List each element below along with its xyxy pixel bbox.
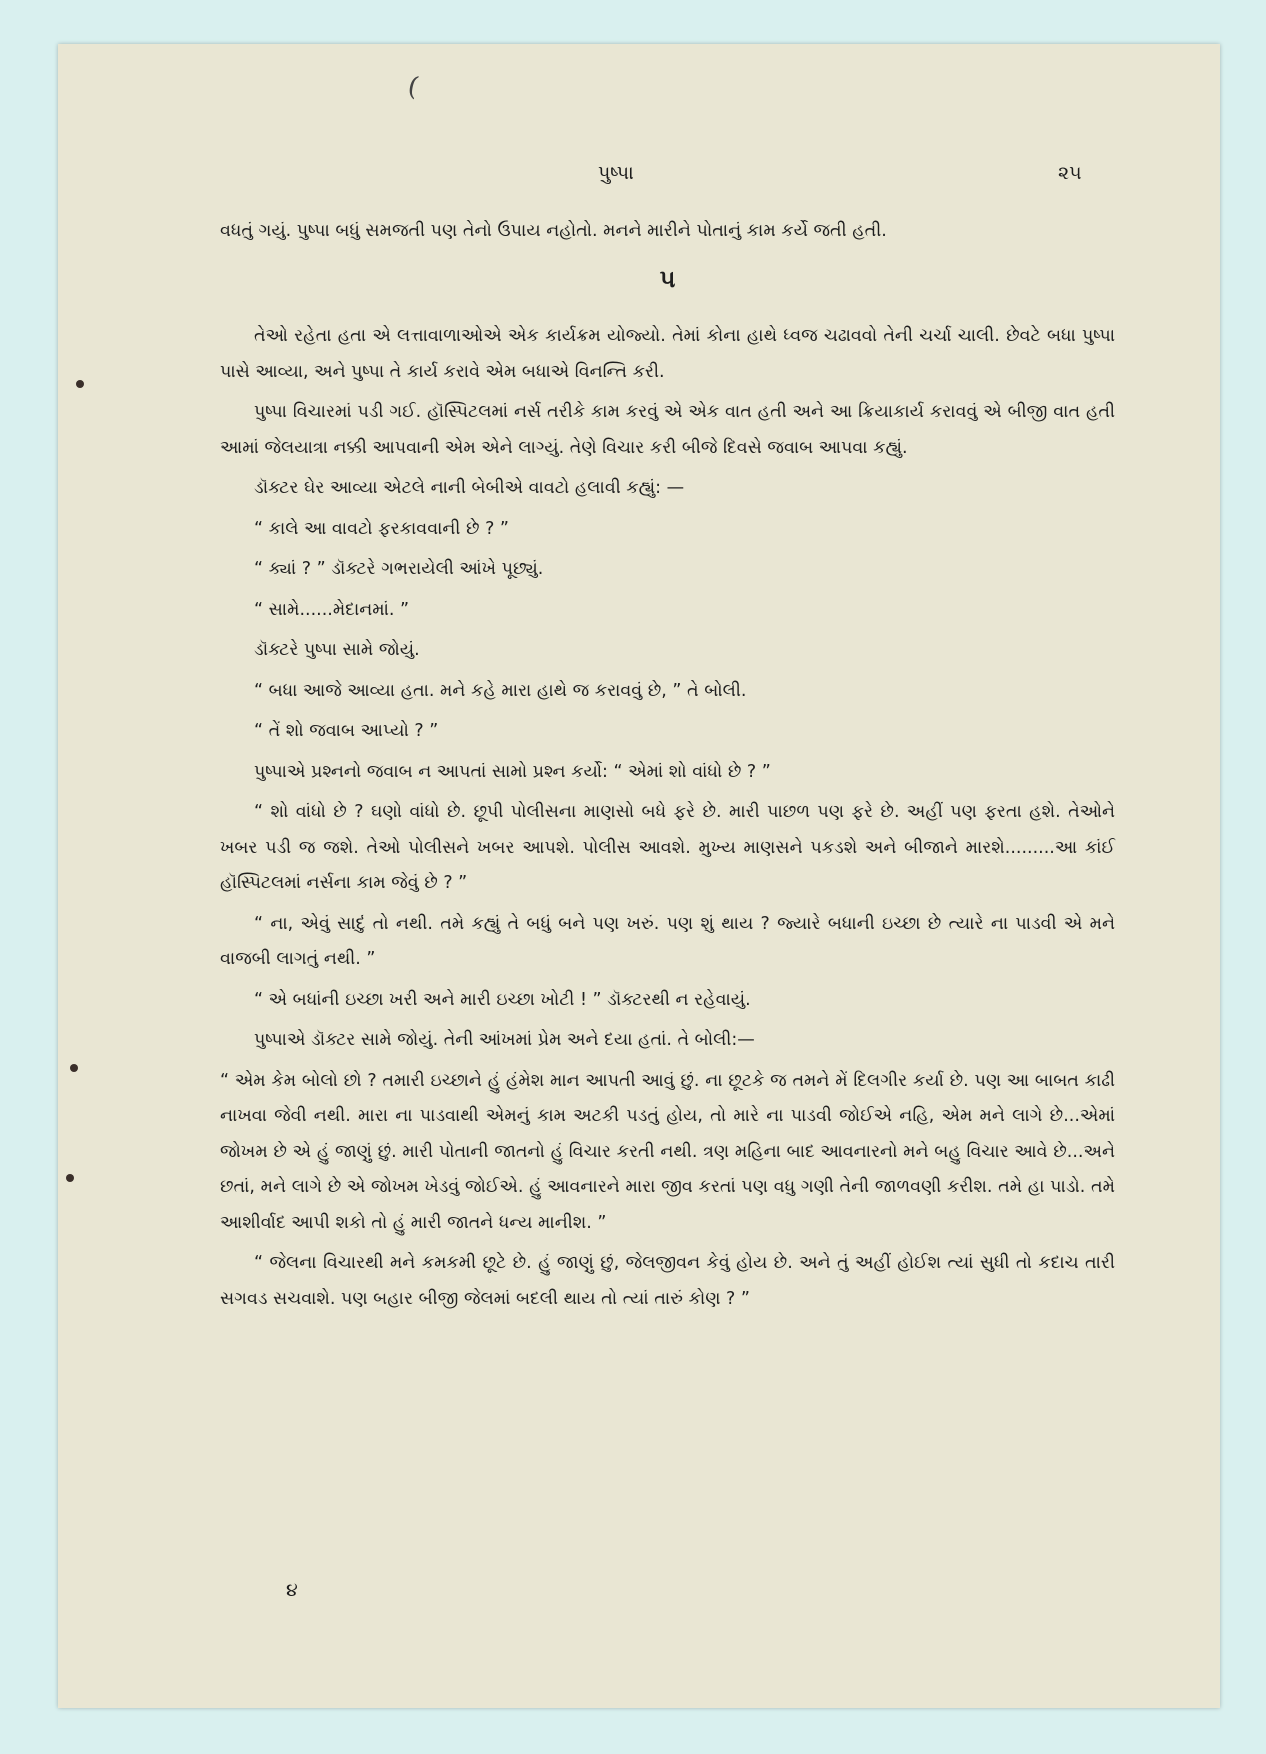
pencil-mark: (: [404, 71, 422, 103]
paragraph: પુષ્પાએ ડૉક્ટર સામે જોયું. તેની આંખમાં પ્રેમ અને દયા હતાં. તે બોલી:—: [254, 1030, 755, 1050]
paragraph: “ તેં શો જવાબ આપ્યો ? ”: [254, 721, 439, 741]
paragraph: “ કાલે આ વાવટો ફરકાવવાની છે ? ”: [254, 518, 509, 539]
paragraph: “ સામે......મેદાનમાં. ”: [254, 599, 410, 620]
running-title: પુષ્પા: [598, 162, 634, 184]
paragraph: પુષ્પા વિચારમાં પડી ગઈ. હૉસ્પિટલમાં નર્સ તરીકે કામ કરવું એ એક વાત હતી અને આ ક્રિયાકાર્ય કરાવવું એ બીજી વાત હતી આમાં જેલયાત્રા નક્કી આપવાની એમ એને લાગ્યું. તેણે વિચાર કરી બીજે દિવસે જવાબ આપવા કહ્યું.: [220, 402, 1115, 458]
binding-hole: [70, 1064, 78, 1072]
binding-hole: [76, 380, 84, 388]
paragraph: “ ક્યાં ? ” ડૉક્ટરે ગભરાયેલી આંખે પૂછ્યું.: [254, 559, 544, 579]
paragraph: “ એમ કેમ બોલો છો ? તમારી ઇચ્છાને હું હંમેશ માન આપતી આવું છું. ના છૂટકે જ તમને મેં દિલગીર કર્યા છે. પણ આ બાબત કાઢી નાખવા જેવી નથી. મારા ના પાડવાથી એમનું કામ અટકી પડતું હોય, તો મારે ના પાડવી જોઈએ નહિ, એમ મને લાગે છે...એમાં જોખમ છે એ હું જાણું છું. મારી પોતાની જાતનો હું વિચાર કરતી નથી. ત્રણ મહિના બાદ આવનારનો મને બહુ વિચાર આવે છે...અને છતાં, મને લાગે છે એ જોખમ ખેડવું જોઈએ. હું આવનારને મારા જીવ કરતાં પણ વધુ ગણી તેની જાળવણી કરીશ. તમે હા પાડો. તમે આશીર્વાદ આપી શકો તો હું મારી જાતને ધન્ય માનીશ. ”: [220, 1070, 1115, 1233]
paragraph: “ ના, એવું સાદું તો નથી. તમે કહ્યું તે બધું બને પણ ખરું. પણ શું થાય ? જ્યારે બધાની ઇચ્છા છે ત્યારે ના પાડવી એ મને વાજબી લાગતું નથી. ”: [220, 913, 1115, 969]
paragraph: ડૉક્ટર ઘેર આવ્યા એટલે નાની બેબીએ વાવટો હલાવી કહ્યું: —: [254, 478, 685, 498]
signature-number: ૪: [286, 1579, 298, 1601]
paragraph: “ શો વાંધો છે ? ઘણો વાંધો છે. છૂપી પોલીસના માણસો બધે ફરે છે. મારી પાછળ પણ ફરે છે. અહીં પણ ફરતા હશે. તેઓને ખબર પડી જ જશે. તેઓ પોલીસને ખબર આપશે. પોલીસ આવશે. મુખ્ય માણસને પકડશે અને બીજાને મારશે.........આ કાંઈ હૉસ્પિટલમાં નર્સના કામ જેવું છે ? ”: [220, 802, 1115, 893]
paragraph: ડૉક્ટરે પુષ્પા સામે જોયું.: [254, 640, 420, 660]
paragraph: પુષ્પાએ પ્રશ્નનો જવાબ ન આપતાં સામો પ્રશ્ન કર્યો: “ એમાં શો વાંધો છે ? ”: [254, 761, 771, 782]
page-number: ૨૫: [1058, 162, 1082, 184]
paragraph: “ જેલના વિચારથી મને કમકમી છૂટે છે. હું જાણું છું, જેલજીવન કેવું હોય છે. અને તું અહીં હોઈશ ત્યાં સુધી તો કદાચ તારી સગવડ સચવાશે. પણ બહાર બીજી જેલમાં બદલી થાય તો ત્યાં તારું કોણ ? ”: [220, 1253, 1115, 1309]
document-page: [58, 44, 1220, 1708]
paragraph: વધતું ગયું. પુષ્પા બધું સમજતી પણ તેનો ઉપાય નહોતો. મનને મારીને પોતાનું કામ કર્યે જતી હતી.: [220, 221, 887, 241]
paragraph: તેઓ રહેતા હતા એ લત્તાવાળાઓએ એક કાર્યક્રમ યોજ્યો. તેમાં કોના હાથે ધ્વજ ચઢાવવો તેની ચર્ચા ચાલી. છેવટે બધા પુષ્પા પાસે આવ્યા, અને પુષ્પા તે કાર્ય કરાવે એમ બધાએ વિનન્તિ કરી.: [220, 326, 1115, 382]
paragraph: “ એ બધાંની ઇચ્છા ખરી અને મારી ઇચ્છા ખોટી ! ” ડૉક્ટરથી ન રહેવાયું.: [254, 989, 751, 1010]
binding-hole: [66, 1174, 74, 1182]
body-text: [220, 214, 1115, 1322]
paragraph: “ બધા આજે આવ્યા હતા. મને કહે મારા હાથે જ કરાવવું છે, ” તે બોલી.: [254, 680, 747, 701]
section-number: ૫: [659, 264, 676, 293]
page-header: [58, 162, 1220, 192]
